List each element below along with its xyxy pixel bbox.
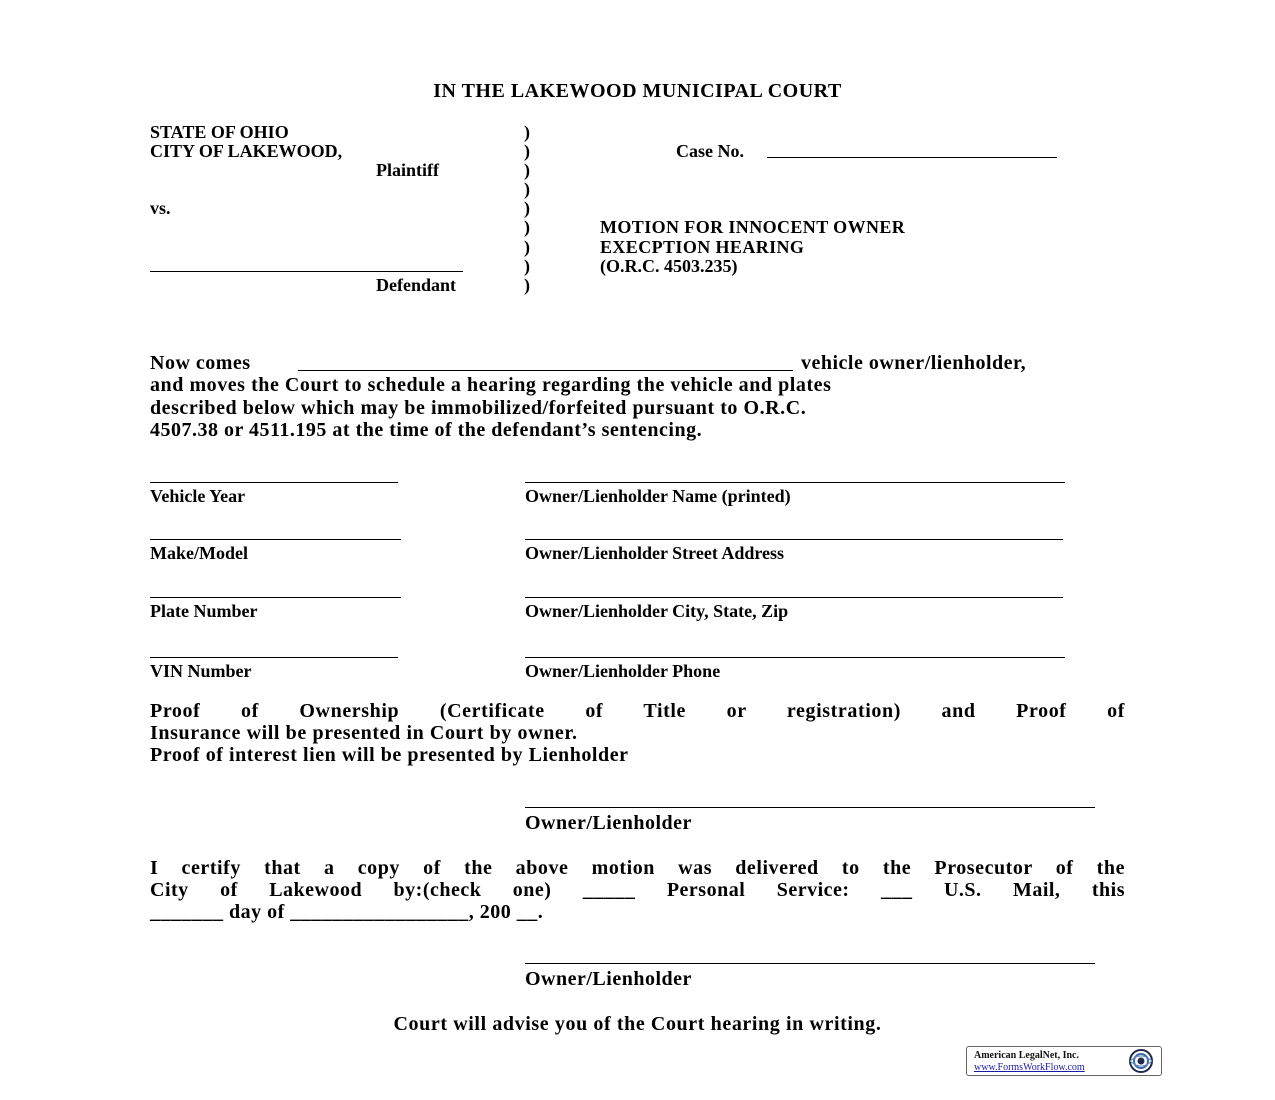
- defendant-name-line[interactable]: [150, 271, 463, 272]
- court-title: IN THE LAKEWOOD MUNICIPAL COURT: [433, 80, 842, 102]
- footer-url[interactable]: www.FormsWorkFlow.com: [974, 1062, 1085, 1073]
- closing-note: Court will advise you of the Court hearing in writing.: [393, 1013, 882, 1035]
- signature-label-1: Owner/Lienholder: [525, 812, 692, 834]
- caption-paren: ): [524, 122, 530, 142]
- footer-logo[interactable]: [966, 1046, 1162, 1076]
- vehicle-year-field[interactable]: [150, 482, 398, 483]
- intro-line2: and moves the Court to schedule a hearing regarding the vehicle and plates: [150, 374, 832, 396]
- make-model-label: Make/Model: [150, 543, 248, 563]
- certify-line3: _______ day of _________________, 200 __.: [150, 901, 544, 923]
- owner-phone-label: Owner/Lienholder Phone: [525, 661, 721, 681]
- footer-brand: American LegalNet, Inc.: [974, 1050, 1079, 1061]
- plate-number-field[interactable]: [150, 597, 401, 598]
- caption-paren: ): [524, 179, 530, 199]
- vehicle-year-label: Vehicle Year: [150, 486, 246, 506]
- vin-number-field[interactable]: [150, 657, 398, 658]
- caption-defendant: Defendant: [376, 275, 456, 295]
- owner-phone-field[interactable]: [525, 657, 1065, 658]
- caption-paren: ): [524, 217, 530, 237]
- plate-number-label: Plate Number: [150, 601, 258, 621]
- certify-line2: City of Lakewood by:(check one) _____ Personal Service: ___ U.S. Mail, this: [150, 879, 1125, 901]
- caption-state: STATE OF OHIO: [150, 122, 289, 142]
- intro-line3: described below which may be immobilized/forfeited pursuant to O.R.C.: [150, 397, 807, 419]
- case-no-field[interactable]: [767, 157, 1057, 158]
- owner-street-label: Owner/Lienholder Street Address: [525, 543, 785, 563]
- caption-paren: ): [524, 141, 530, 161]
- caption-city: CITY OF LAKEWOOD,: [150, 141, 343, 161]
- intro-now-comes: Now comes: [150, 352, 251, 374]
- proof-line1: Proof of Ownership (Certificate of Title or registration) and Proof of: [150, 700, 1125, 722]
- signature-line-1[interactable]: [525, 807, 1095, 808]
- owner-street-field[interactable]: [525, 539, 1063, 540]
- motion-title-line3: (O.R.C. 4503.235): [600, 256, 738, 276]
- signature-line-2[interactable]: [525, 963, 1095, 964]
- vin-number-label: VIN Number: [150, 661, 252, 681]
- owner-city-label: Owner/Lienholder City, State, Zip: [525, 601, 789, 621]
- caption-paren: ): [524, 237, 530, 257]
- certify-line1: I certify that a copy of the above motion was delivered to the Prosecutor of the: [150, 857, 1125, 879]
- caption-paren: ): [524, 160, 530, 180]
- case-no-label: Case No.: [676, 141, 744, 161]
- caption-paren: ): [524, 198, 530, 218]
- caption-paren: ): [524, 275, 530, 295]
- proof-line2: Insurance will be presented in Court by owner.: [150, 722, 578, 744]
- owner-name-printed-label: Owner/Lienholder Name (printed): [525, 486, 791, 506]
- proof-line3: Proof of interest lien will be presented by Lienholder: [150, 744, 629, 766]
- caption-paren: ): [524, 256, 530, 276]
- make-model-field[interactable]: [150, 539, 401, 540]
- globe-icon: [1123, 1048, 1159, 1074]
- owner-city-field[interactable]: [525, 597, 1063, 598]
- intro-line4: 4507.38 or 4511.195 at the time of the defendant’s sentencing.: [150, 419, 703, 441]
- motion-title-line2: EXECPTION HEARING: [600, 237, 805, 257]
- signature-label-2: Owner/Lienholder: [525, 968, 692, 990]
- owner-name-field[interactable]: [298, 370, 793, 371]
- caption-plaintiff: Plaintiff: [376, 160, 439, 180]
- motion-title-line1: MOTION FOR INNOCENT OWNER: [600, 217, 906, 237]
- owner-name-printed-field[interactable]: [525, 482, 1065, 483]
- caption-vs: vs.: [150, 198, 171, 218]
- intro-owner-suffix: vehicle owner/lienholder,: [801, 352, 1027, 374]
